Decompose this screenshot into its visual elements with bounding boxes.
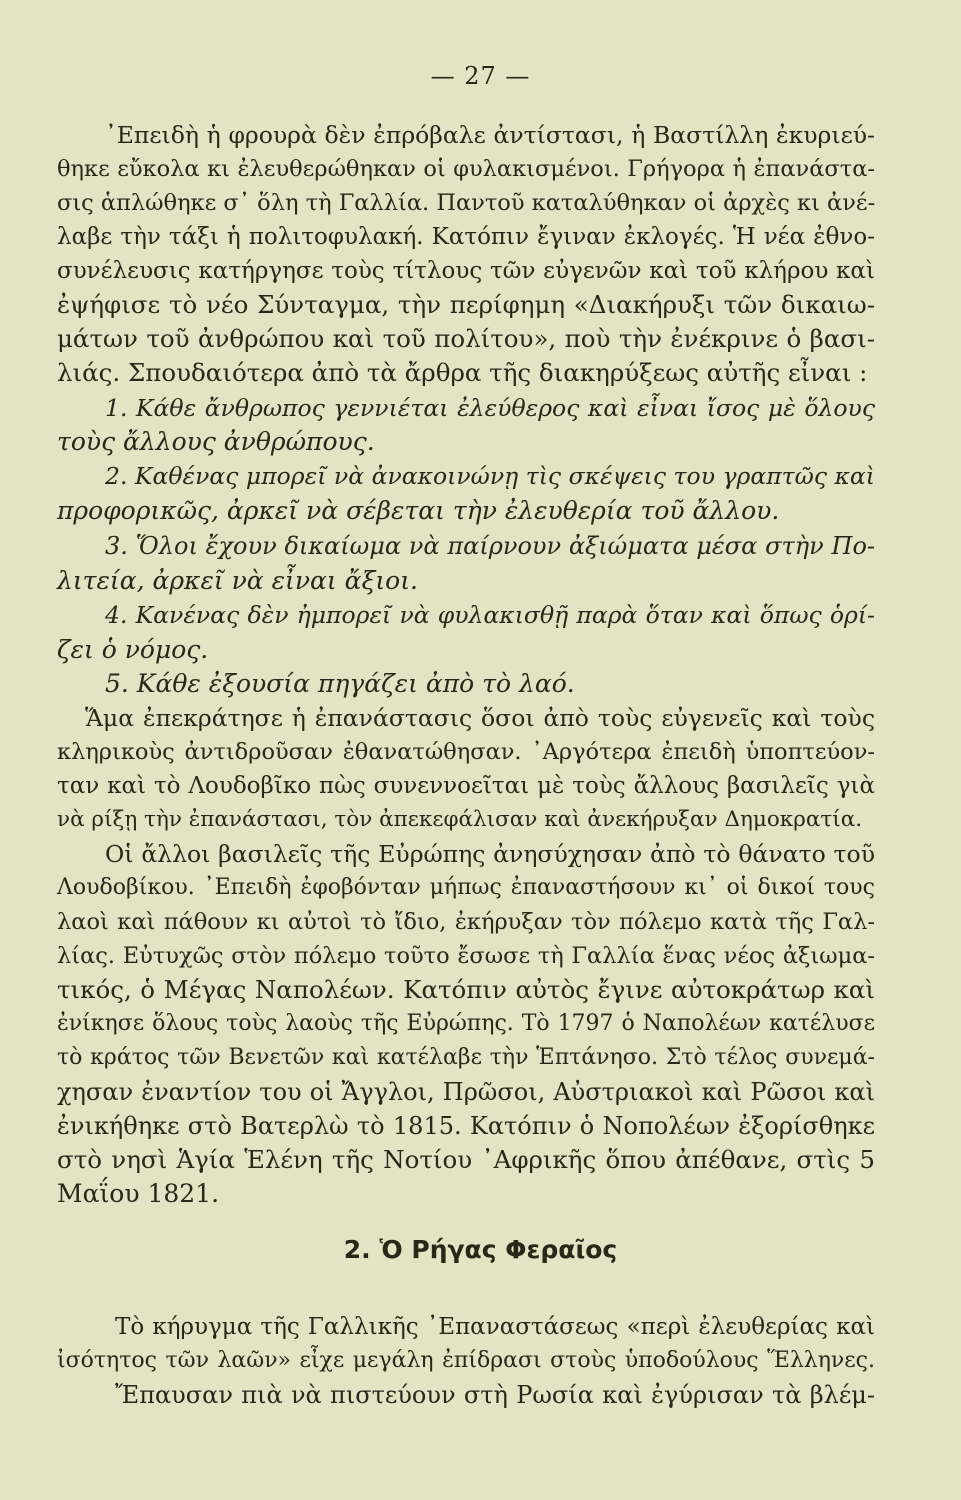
article-line: 2. Καθένας μπορεῖ νὰ ἀνακοινώνῃ τὶς σκέψεις του γραπτῶς καὶ [105,462,875,490]
article-line: προφορικῶς, ἀρκεῖ νὰ σέβεται τὴν ἐλευθερία τοῦ ἄλλου. [57,496,780,525]
text-line: χησαν ἐναντίον του οἱ Ἄγγλοι, Πρῶσοι, Αὐστριακοὶ καὶ Ρῶσοι καὶ [57,1078,875,1106]
page-number: — 27 — [430,62,531,90]
text-line: Μαΐου 1821. [57,1179,220,1208]
article-line: 1. Κάθε ἄνθρωπος γεννιέται ἐλεύθερος καὶ εἶναι ἴσος μὲ ὅλους [105,394,875,422]
text-line: νὰ ρίξῃ τὴν ἐπανάστασι, τὸν ἀπεκεφάλισαν καὶ ἀνεκήρυξαν Δημοκρατία. [57,807,863,832]
article-line: ζει ὁ νόμος. [57,635,209,664]
text-line: σις ἁπλώθηκε σ᾽ ὅλη τὴ Γαλλία. Παντοῦ καταλύθηκαν οἱ ἀρχὲς κι ἀνέ- [57,190,876,216]
text-line: τικός, ὁ Μέγας Ναπολέων. Κατόπιν αὐτὸς ἔγινε αὐτοκράτωρ καὶ [57,975,875,1004]
text-line: Οἱ ἄλλοι βασιλεῖς τῆς Εὐρώπης ἀνησύχησαν ἀπὸ τὸ θάνατο τοῦ [105,840,875,868]
text-line: ἐνικήθηκε στὸ Βατερλὼ τὸ 1815. Κατόπιν ὁ Νοπολέων ἐξορίσθηκε [57,1112,875,1140]
article-line: 4. Κανένας δὲν ἠμπορεῖ νὰ φυλακισθῇ παρὰ ὅταν καὶ ὅπως ὁρί- [105,601,875,629]
text-line: στὸ νησὶ Ἁγία Ἑλένη τῆς Νοτίου ᾽Αφρικῆς ὅπου ἀπέθανε, στὶς 5 [57,1145,875,1174]
text-line: Τὸ κήρυγμα τῆς Γαλλικῆς ᾽Επαναστάσεως «περὶ ἐλευθερίας καὶ [115,1314,875,1340]
text-line: θηκε εὔκολα κι ἐλευθερώθηκαν οἱ φυλακισμένοι. Γρήγορα ἡ ἐπανάστα- [57,156,875,182]
text-line: λαοὶ καὶ πάθουν κι αὐτοὶ τὸ ἴδιο, ἐκήρυξαν τὸν πόλεμο κατὰ τῆς Γαλ- [57,909,875,935]
text-line: κληρικοὺς ἀντιδροῦσαν ἐθανατώθησαν. ᾽Αργότερα ἐπειδὴ ὑποπτεύον- [57,739,875,765]
text-line: Ἔπαυσαν πιὰ νὰ πιστεύουν στὴ Ρωσία καὶ ἐγύρισαν τὰ βλέμ- [115,1381,875,1409]
text-line: Λουδοβίκου. ᾽Επειδὴ ἐφοβόνταν μήπως ἐπαναστήσουν κι᾽ οἱ δικοί τους [57,875,875,900]
text-line: λαβε τὴν τάξι ἡ πολιτοφυλακή. Κατόπιν ἔγιναν ἐκλογές. Ἡ νέα ἐθνο- [57,224,875,250]
section-heading: 2. Ὁ Ρήγας Φεραῖος [343,1235,618,1264]
text-line: ταν καὶ τὸ Λουδοβῖκο πὼς συνεννοεῖται μὲ τοὺς ἄλλους βασιλεῖς γιὰ [57,773,875,799]
text-line: λιάς. Σπουδαιότερα ἀπὸ τὰ ἄρθρα τῆς διακηρύξεως αὐτῆς εἶναι : [57,358,868,387]
text-line: ἐψήφισε τὸ νέο Σύνταγμα, τὴν περίφημη «Διακήρυξι τῶν δικαιω- [57,290,875,319]
article-line: 5. Κάθε ἐξουσία πηγάζει ἀπὸ τὸ λαό. [105,669,575,698]
text-line: μάτων τοῦ ἀνθρώπου καὶ τοῦ πολίτου», ποὺ τὴν ἐνέκρινε ὁ βασι- [57,324,875,353]
text-line: λίας. Εὐτυχῶς στὸν πόλεμο τοῦτο ἔσωσε τὴ Γαλλία ἕνας νέος ἀξιωμα- [57,943,875,969]
text-line: ᾽Επειδὴ ἡ φρουρὰ δὲν ἐπρόβαλε ἀντίστασι, ἡ Βαστίλλη ἐκυριεύ- [105,121,875,149]
text-line: Ἅμα ἐπεκράτησε ἡ ἐπανάστασις ὅσοι ἀπὸ τοὺς εὐγενεῖς καὶ τοὺς [85,704,875,732]
text-line: συνέλευσις κατήργησε τοὺς τίτλους τῶν εὐγενῶν καὶ τοῦ κλήρου καὶ [57,258,875,284]
article-line: τοὺς ἄλλους ἀνθρώπους. [57,427,375,456]
article-line: 3. Ὅλοι ἔχουν δικαίωμα νὰ παίρνουν ἀξιώματα μέσα στὴν Πο- [105,532,875,560]
text-line: ἰσότητος τῶν λαῶν» εἶχε μεγάλη ἐπίδρασι στοὺς ὑποδούλους Ἕλληνες. [57,1348,875,1373]
article-line: λιτεία, ἀρκεῖ νὰ εἶναι ἄξιοι. [57,566,418,595]
text-line: τὸ κράτος τῶν Βενετῶν καὶ κατέλαβε τὴν Ἑπτάνησο. Στὸ τέλος συνεμά- [57,1045,875,1070]
text-line: ἐνίκησε ὅλους τοὺς λαοὺς τῆς Εὐρώπης. Τὸ 1797 ὁ Ναπολέων κατέλυσε [57,1011,875,1036]
